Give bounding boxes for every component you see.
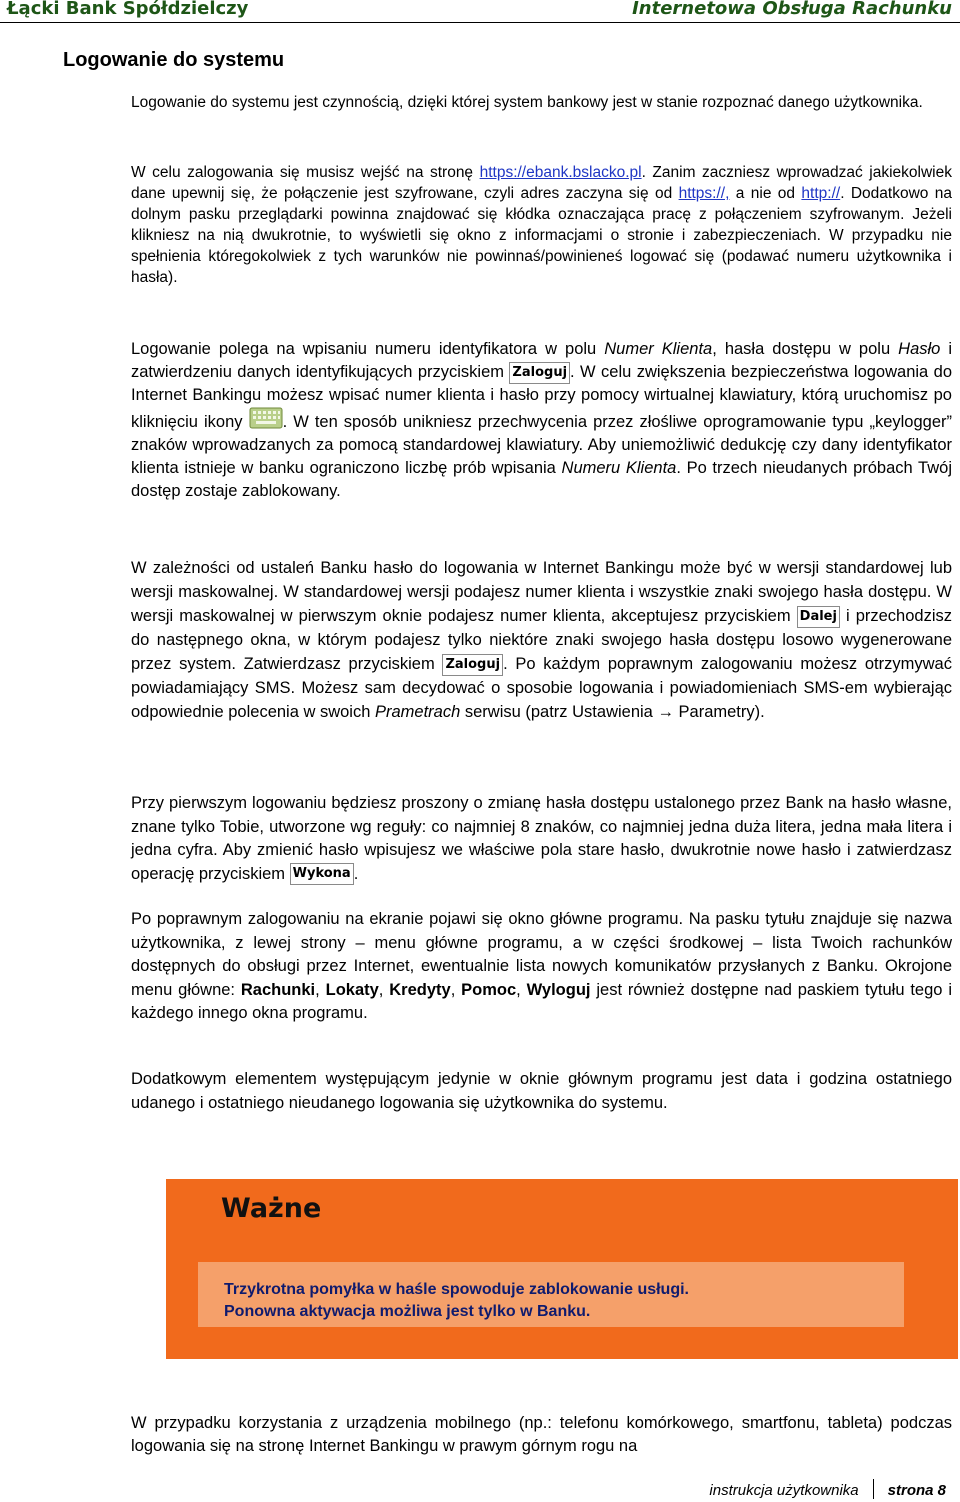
text: Logowanie polega na wpisaniu numeru identyfikatora w polu xyxy=(131,340,605,358)
text: . Po trzech nieudanych próbach Twój dostęp zostaje zablokowany. xyxy=(131,459,952,500)
bank-name: Łącki Bank Spółdzielczy xyxy=(7,0,249,19)
text: , xyxy=(516,980,527,999)
text: . xyxy=(353,864,359,883)
text: W zależności od ustaleń Banku hasło do logowania w Internet Bankingu może być w wersji standardowej lub wersji maskowalnej. W standardowej wersji podajesz numer klienta i wszystkie znaki swojego hasła dostępu. W wersji maskowalnej w pierwszym oknie podajesz numer klienta, akceptujesz przyciskiem xyxy=(131,559,952,625)
section-title: Logowanie do systemu xyxy=(63,49,285,71)
http-link[interactable]: http:// xyxy=(801,185,841,202)
paragraph-password-versions xyxy=(131,556,952,724)
text: i zatwierdzeniu danych identyfikujących przyciskiem xyxy=(131,340,953,381)
parameters-name: Prametrach xyxy=(375,703,461,721)
text: . W celu zwiększenia bezpieczeństwa logowania do Internet Bankingu możesz wpisać numer klienta i hasło przy pomocy wirtualnej klawiatury, którą uruchomisz po kliknięciu ikony xyxy=(131,363,952,431)
https-link[interactable]: https://, xyxy=(678,185,730,202)
page-header xyxy=(0,0,960,23)
virtual-keyboard-icon xyxy=(249,407,283,429)
paragraph-login-url xyxy=(131,162,952,288)
page-footer xyxy=(709,1479,946,1501)
text: W celu zalogowania się musisz wejść na stronę xyxy=(131,164,480,181)
paragraph-mobile: W przypadku korzystania z urządzenia mobilnego (np.: telefonu komórkowego, smartfonu, tableta) podczas logowania się na stronę Internet Bankingu w prawym górnym rogu na xyxy=(131,1414,952,1455)
text: , hasła dostępu w polu xyxy=(712,340,899,358)
menu-item-lokaty: Lokaty xyxy=(325,980,379,999)
field-name-client-number: Numer Klienta xyxy=(604,340,713,358)
important-notice-box xyxy=(166,1179,958,1359)
page-number: strona 8 xyxy=(887,1482,946,1499)
arrow-right-icon: → xyxy=(657,703,674,721)
text: Parametry). xyxy=(673,703,765,721)
menu-item-wyloguj: Wyloguj xyxy=(526,980,591,999)
field-name-password: Hasło xyxy=(898,340,941,358)
text: Przy pierwszym logowaniu będziesz proszony o zmianę hasła dostępu ustalonego przez Bank na hasło własne, znane tylko Tobie, utworzone wg reguły: co najmniej 8 znaków, co najmniej jedna duża litera, jedna mała litera i jedna cyfra. Aby zmienić hasło wpisujesz we właściwe pola stare hasło, dwukrotnie nowe hasło i zatwierdzasz operację przyciskiem xyxy=(131,794,952,883)
menu-item-rachunki: Rachunki xyxy=(240,980,316,999)
paragraph-main-window xyxy=(131,908,952,1026)
document-title: Internetowa Obsługa Rachunku xyxy=(632,0,952,19)
dalej-button-image: Dalej xyxy=(797,606,840,628)
zaloguj-button-image: Zaloguj xyxy=(509,362,570,384)
text: serwisu (patrz Ustawienia xyxy=(460,703,658,721)
paragraph-login-procedure xyxy=(131,338,952,503)
zaloguj-button-image: Zaloguj xyxy=(442,654,503,676)
footer-separator xyxy=(873,1479,874,1499)
wykona-button-image: Wykona xyxy=(290,863,354,885)
important-notice-title: Ważne xyxy=(221,1193,322,1224)
text: jest również dostępne nad paskiem tytułu tego i każdego innego okna programu. xyxy=(131,980,952,1022)
text: a nie od xyxy=(729,185,802,202)
ebank-link[interactable]: https://ebank.bslacko.pl xyxy=(479,164,642,181)
text: . Dodatkowo na dolnym pasku przeglądarki powinna znajdować się kłódka oznaczająca pracę z połączeniem szyfrowanym. Jeżeli klikniesz na nią dwukrotnie, to wyświetli się okno z informacjami o stronie i zabezpieczeniach. W przypadku nie spełnienia któregokolwiek z tych warunków nie powinnaś/powinieneś logować się (podawać numeru użytkownika i hasła). xyxy=(131,185,952,286)
text: i przechodzisz do następnego okna, w którym podajesz tylko niektóre znaki swojego hasła dostępu losowo wygenerowane przez system. Zatwierdzasz przyciskiem xyxy=(131,607,952,673)
important-notice-line-2: Ponowna aktywacja możliwa jest tylko w Banku. xyxy=(224,1303,591,1320)
text: . Po każdym poprawnym zalogowaniu możesz otrzymywać powiadamiający SMS. Możesz sam decydować o sposobie logowania i powiadomieniach SMS-em wybierając odpowiednie polecenia w swoich xyxy=(131,655,952,721)
important-notice-line-1: Trzykrotna pomyłka w haśle spowoduje zablokowanie usługi. xyxy=(224,1281,689,1298)
text: . Zanim zaczniesz wprowadzać jakiekolwiek dane upewnij się, że połączenie jest szyfrowane, czyli adres zaczyna się od xyxy=(131,164,952,202)
text: , xyxy=(450,980,462,999)
paragraph-first-login xyxy=(131,792,952,886)
paragraph-last-login: Dodatkowym elementem występującym jedynie w oknie głównym programu jest data i godzina ostatniego udanego i ostatniego nieudanego logowania się użytkownika do systemu. xyxy=(131,1070,952,1112)
text: Po poprawnym zalogowaniu na ekranie pojawi się okno główne programu. Na pasku tytułu znajduje się nazwa użytkownika, z lewej strony – menu główne programu, a w części środkowej – lista Twoich rachunków dostępnych do obsługi przez Internet, ewentualnie lista nowych komunikatów przysłanych z Banku. Okrojone menu główne: xyxy=(131,910,952,999)
menu-item-pomoc: Pomoc xyxy=(461,980,517,999)
footer-label: instrukcja użytkownika xyxy=(709,1482,859,1499)
text: . W ten sposób unikniesz przechwycenia przez złośliwe oprogramowanie typu „keylogger” znaków wprowadzanych za pomocą standardowej klawiatury. Aby uniemożliwić dedukcję czy dany identyfikator klienta istnieje w banku ograniczono liczbę prób wpisania xyxy=(131,413,952,477)
text: , xyxy=(315,980,326,999)
paragraph-intro: Logowanie do systemu jest czynnością, dzięki której system bankowy jest w stanie rozpoznać danego użytkownika. xyxy=(131,94,923,111)
text: , xyxy=(378,980,390,999)
menu-item-kredyty: Kredyty xyxy=(389,980,451,999)
field-name-client-number: Numeru Klienta xyxy=(561,459,677,477)
